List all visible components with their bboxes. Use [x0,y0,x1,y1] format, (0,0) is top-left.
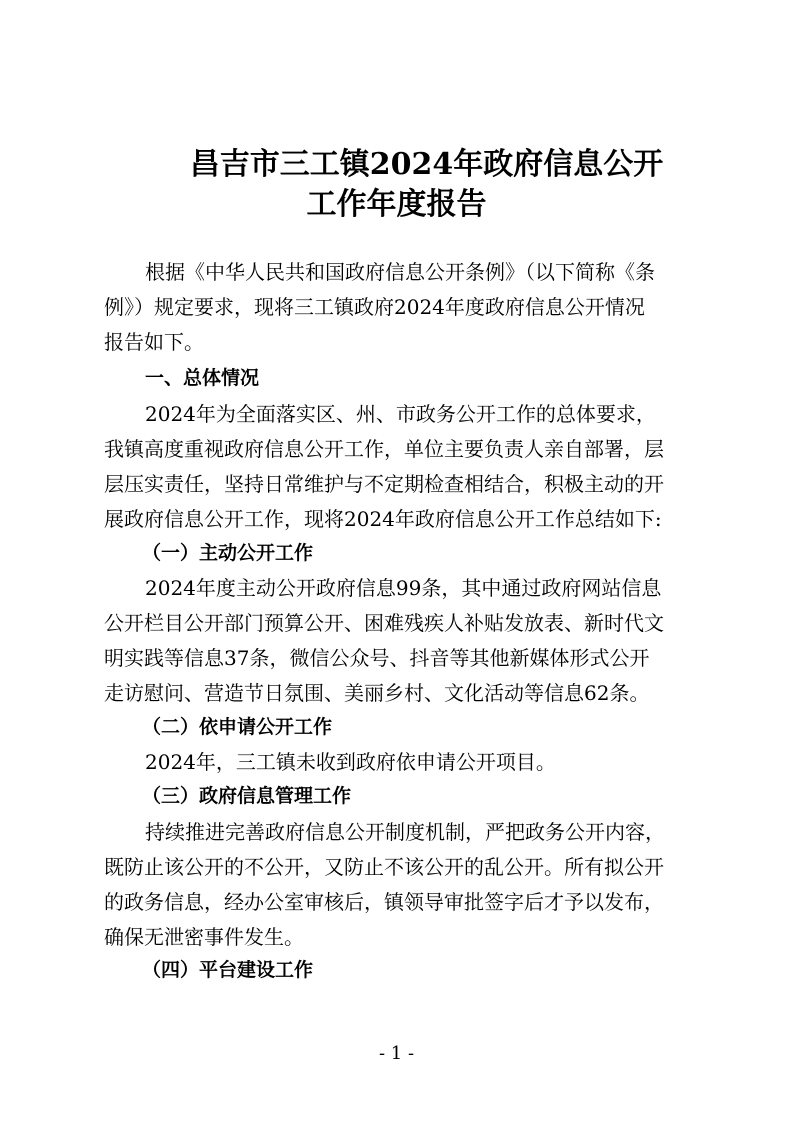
subsection-3-line-4: 确保无泄密事件发生。 [104,925,304,949]
subsection-1-line-2: 公开栏目公开部门预算公开、困难残疾人补贴发放表、新时代文 [104,611,664,635]
intro-line-2: 例》）规定要求，现将三工镇政府2024年度政府信息公开情况 [104,295,645,319]
section-1-line-3: 层压实责任，坚持日常维护与不定期检查相结合，积极主动的开 [104,472,664,496]
document-title-line-1: 昌吉市三工镇2024年政府信息公开 [189,147,664,182]
subsection-1-line-3: 明实践等信息37条，微信公众号、抖音等其他新媒体形式公开 [104,646,650,670]
subsection-4-heading: （四）平台建设工作 [142,959,314,981]
subsection-1-line-1: 2024年度主动公开政府信息99条，其中通过政府网站信息 [145,576,662,600]
intro-line-1: 根据《中华人民共和国政府信息公开条例》（以下简称《条 [145,260,655,284]
section-1-line-4: 展政府信息公开工作，现将2024年政府信息公开工作总结如下: [104,507,662,531]
page-number: - 1 - [378,1043,415,1064]
subsection-3-line-3: 的政务信息，经办公室审核后，镇领导审批签字后才予以发布， [104,890,664,914]
document-title-line-2: 工作年度报告 [306,187,487,222]
section-1-line-2: 我镇高度重视政府信息公开工作，单位主要负责人亲自部署，层 [104,437,664,461]
subsection-1-line-4: 走访慰问、营造节日氛围、美丽乡村、文化活动等信息62条。 [104,681,650,705]
subsection-2-line-1: 2024年，三工镇未收到政府依申请公开项目。 [145,750,556,774]
section-1-heading: 一、总体情况 [145,367,260,389]
subsection-3-heading: （三）政府信息管理工作 [142,785,352,807]
intro-line-3: 报告如下。 [104,330,204,354]
subsection-2-heading: （二）依申请公开工作 [142,716,333,738]
subsection-3-line-2: 既防止该公开的不公开，又防止不该公开的乱公开。所有拟公开 [104,855,664,879]
section-1-line-1: 2024年为全面落实区、州、市政务公开工作的总体要求， [145,402,656,426]
subsection-3-line-1: 持续推进完善政府信息公开制度机制，严把政务公开内容， [145,820,665,844]
subsection-1-heading: （一）主动公开工作 [142,542,314,564]
